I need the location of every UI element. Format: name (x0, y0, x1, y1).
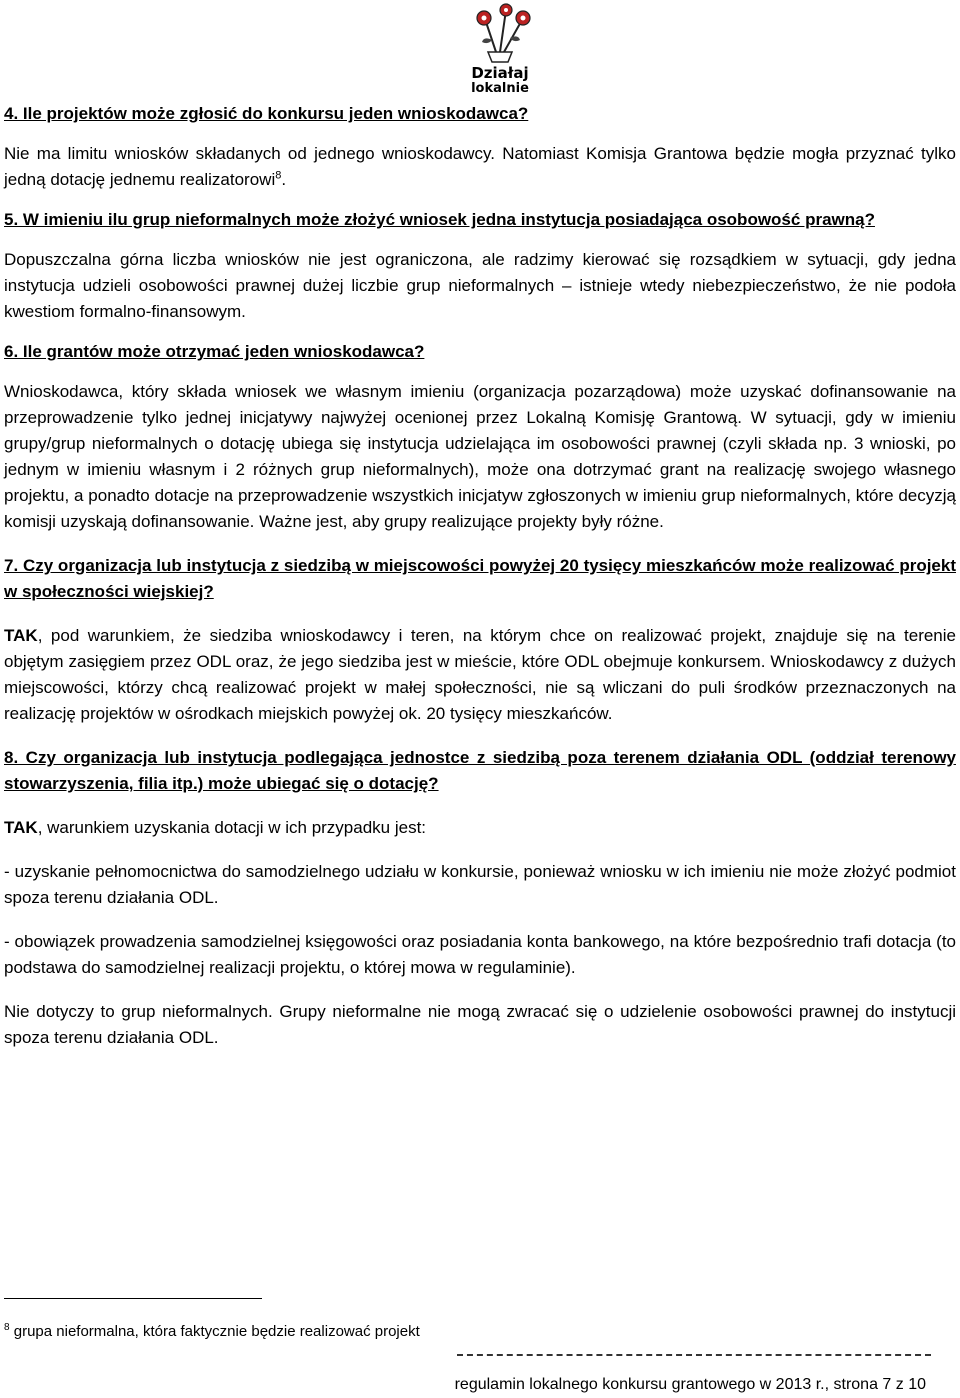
question-7-answer (4, 623, 956, 727)
page-footer: regulamin lokalnego konkursu grantowego w 2013 r., strona 7 z 10 (454, 1376, 926, 1393)
question-8-answer (4, 815, 956, 841)
question-7-answer-lead: TAK (4, 626, 38, 645)
question-6-title: 6. Ile grantów może otrzymać jeden wnioskodawca? (4, 342, 425, 361)
question-4-answer-text: Nie ma limitu wniosków składanych od jednego wnioskodawcy. Natomiast Komisja Grantowa będzie mogła przyznać tylko jedną dotację jednemu realizatorowi (4, 144, 956, 189)
question-8-answer-lead: TAK (4, 818, 38, 837)
question-5-title: 5. W imieniu ilu grup nieformalnych może złożyć wniosek jedna instytucja posiadająca osobowość prawną? (4, 210, 875, 229)
footnote (4, 1322, 420, 1342)
question-6-answer: Wnioskodawca, który składa wniosek we własnym imieniu (organizacja pozarządowa) może uzyskać dofinansowanie na przeprowadzenie tylko jednej inicjatywy najwyżej ocenionej przez Lokalną Komisję Grantową. W sytuacji, gdy w imieniu grupy/grup nieformalnych o dotację ubiega się instytucja udzielająca im osobowości prawnej (czyli składa np. 3 wnioski, po jednym w imieniu własnym i 2 różnych grup nieformalnych), może ona dotrzymać grant na realizację swojego własnego projektu, a ponadto dotacje na przeprowadzenie wszystkich inicjatyw zgłoszonych w imieniu grup nieformalnych, które decyzją komisji uzyskają dofinansowanie. Ważne jest, aby grupy realizujące projekty były różne. (4, 382, 956, 531)
question-8-answer-text: , warunkiem uzyskania dotacji w ich przypadku jest: (37, 818, 427, 837)
footnote-ref: 8 (275, 169, 282, 182)
question-7-title: 7. Czy organizacja lub instytucja z siedzibą w miejscowości powyżej 20 tysięcy mieszkańców może realizować projekt w społeczności wiejskiej? (4, 556, 956, 601)
question-4-title: 4. Ile projektów może zgłosić do konkursu jeden wnioskodawca? (4, 104, 529, 123)
footnote-text: grupa nieformalna, która faktycznie będzie realizować projekt (13, 1323, 420, 1340)
document-content (4, 101, 956, 1051)
footer-separator (457, 1354, 931, 1356)
dzialaj-lokalnie-logo (466, 2, 534, 94)
footnote-number: 8 (4, 1322, 10, 1333)
question-7-answer-text: , pod warunkiem, że siedziba wnioskodawcy i teren, na którym chce on realizować projekt, znajduje się na terenie objętym zasięgiem przez ODL oraz, że jego siedziba jest w mieście, które ODL obejmuje konkursem. Wnioskodawcy z dużych miejscowości, którzy chcą realizować projekt w małej społeczności, nie są wliczani do puli środków przeznaczonych na realizację projektów w ośrodkach miejskich powyżej ok. 20 tysięcy mieszkańców. (4, 626, 956, 723)
flowers-logo-icon (466, 2, 534, 94)
question-5-answer: Dopuszczalna górna liczba wniosków nie jest ograniczona, ale radzimy kierować się rozsądkiem w sytuacji, gdy jedna instytucja udzieli osobowości prawnej dużej liczbie grup nieformalnych – istnieje wtedy niebezpieczeństwo, że nie podoła kwestiom formalno-finansowym. (4, 250, 956, 321)
logo-line2: lokalnie (471, 81, 529, 94)
question-8-bullet-1: - uzyskanie pełnomocnictwa do samodzielnego udziału w konkursie, ponieważ wniosku w ich imieniu nie może złożyć podmiot spoza terenu działania ODL. (4, 862, 956, 907)
question-8-bullet-2: - obowiązek prowadzenia samodzielnej księgowości oraz posiadania konta bankowego, na które bezpośrednio trafi dotacja (to podstawa do samodzielnej realizacji projektu, o której mowa w regulaminie). (4, 932, 956, 977)
question-8-title: 8. Czy organizacja lub instytucja podlegająca jednostce z siedzibą poza terenem działania ODL (oddział terenowy stowarzyszenia, filia itp.) może ubiegać się o dotację? (4, 748, 956, 793)
question-4-answer-end: . (281, 170, 287, 189)
logo-line1: Działaj (471, 64, 529, 82)
question-4-answer (4, 141, 956, 193)
footnote-separator (4, 1298, 262, 1299)
question-8-note: Nie dotyczy to grup nieformalnych. Grupy nieformalne nie mogą zwracać się o udzielenie osobowości prawnej do instytucji spoza terenu działania ODL. (4, 1002, 956, 1047)
